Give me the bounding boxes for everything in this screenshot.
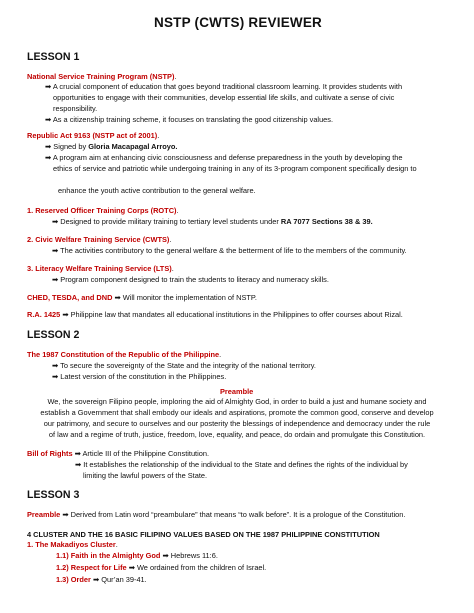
constitution-bullet-2-text: Latest version of the constitution in the Philippines. <box>60 372 227 381</box>
lts-heading <box>27 264 174 274</box>
nstp-bullet-1-text: A crucial component of education that goes beyond traditional classroom learning. It provides students with <box>52 82 403 91</box>
lesson-2-heading: LESSON 2 <box>27 329 80 341</box>
constitution-bullet-1-text: To secure the sovereignty of the State and the integrity of the national territory. <box>60 361 316 370</box>
arrow-icon: ➡ <box>114 293 121 302</box>
preamble-definition <box>27 510 405 520</box>
nstp-bullet-1-line-3: responsibility. <box>53 104 98 113</box>
arrow-icon: ➡ <box>52 372 59 381</box>
cwts-punct: . <box>169 235 172 244</box>
cwts-heading <box>27 235 171 245</box>
makadiyos-heading <box>27 540 118 550</box>
cwts-label: 2. Civic Welfare Training Service (CWTS) <box>27 235 170 244</box>
arrow-icon: ➡ <box>52 361 59 370</box>
cwts-text: The activities contributory to the general welfare & the betterment of life to the members of the community. <box>60 246 407 255</box>
bill-of-rights-bullet-line-1 <box>75 460 408 470</box>
nstp-heading <box>27 72 177 82</box>
arrow-icon: ➡ <box>52 217 59 226</box>
preamble-line-1: We, the sovereign Filipino people, imploring the aid of Almighty God, in order to build a just and humane society and <box>47 397 427 406</box>
ra9163-bullet-2-text: A program aim at enhancing civic consciousness and defense preparedness in the youth by developing the <box>52 153 403 162</box>
preamble-heading: Preamble <box>220 387 254 396</box>
constitution-bullet-1 <box>52 361 316 371</box>
lesson-3-heading: LESSON 3 <box>27 489 80 501</box>
value-item-3-label: 1.3) Order <box>56 575 91 584</box>
bill-of-rights-text: Article III of the Philippine Constitution. <box>82 449 210 458</box>
arrow-icon: ➡ <box>162 551 169 560</box>
ra9163-signed <box>45 142 177 152</box>
value-item-1 <box>56 551 218 561</box>
arrow-icon: ➡ <box>92 575 100 584</box>
lts-text: Program component designed to train the students to literacy and numeracy skills. <box>60 275 329 284</box>
constitution-label: The 1987 Constitution of the Republic of the Philippine <box>27 350 220 359</box>
ra9163-bullet-2-line-1 <box>45 153 403 163</box>
ched-line <box>27 293 257 303</box>
nstp-bullet-1-line-1 <box>45 82 402 92</box>
nstp-punct: . <box>174 72 177 81</box>
ched-text: Will monitor the implementation of NSTP. <box>122 293 257 302</box>
lts-label: 3. Literacy Welfare Training Service (LTS) <box>27 264 172 273</box>
makadiyos-label: 1. The Makadiyos Cluster <box>27 540 116 549</box>
nstp-bullet-2-text: As a citizenship training scheme, it focuses on translating the good citizenship values. <box>52 115 334 124</box>
cluster-heading: 4 CLUSTER AND THE 16 BASIC FILIPINO VALUES BASED ON THE 1987 PHILIPPINE CONSTITUTION <box>27 530 380 539</box>
preamble-line-4: of law and a regime of truth, justice, freedom, love, equality, and peace, do ordain and promulgate this Constitution. <box>48 430 426 439</box>
ra9163-heading <box>27 131 159 141</box>
makadiyos-punct: . <box>115 540 118 549</box>
rotc-heading <box>27 206 179 216</box>
preamble-line-3: our patrimony, and secure to ourselves and our posterity the blessings of independence and democracy under the rule <box>43 419 431 428</box>
nstp-label: National Service Training Program (NSTP) <box>27 72 175 81</box>
constitution-punct: . <box>219 350 222 359</box>
nstp-bullet-1-line-2: opportunities to engage with their communities, develop essential life skills, and cultivate a sense of civic <box>53 93 395 102</box>
arrow-icon: ➡ <box>74 449 81 458</box>
arrow-icon: ➡ <box>52 246 59 255</box>
ra9163-line-3: enhance the youth active contribution to the general welfare. <box>58 186 256 195</box>
bill-of-rights-bullet-text: It establishes the relationship of the individual to the State and defines the rights of the individual by <box>83 460 408 469</box>
document-title: NSTP (CWTS) REVIEWER <box>154 15 323 30</box>
bill-of-rights-bullet-line-2: limiting the lawful powers of the State. <box>83 471 208 480</box>
arrow-icon: ➡ <box>52 275 59 284</box>
value-item-3 <box>56 575 147 585</box>
ra1425-text: Philippine law that mandates all educational institutions in the Philippines to offer courses about Rizal. <box>70 310 403 319</box>
preamble-definition-label: Preamble <box>27 510 61 519</box>
arrow-icon: ➡ <box>62 510 69 519</box>
value-item-2-label: 1.2) Respect for Life <box>56 563 127 572</box>
ra9163-bullet-2-line-2: ethics of service and patriotic while undergoing training in any of its 3-program component specifically design to <box>53 164 417 173</box>
lesson-1-heading: LESSON 1 <box>27 51 80 63</box>
value-item-1-label: 1.1) Faith in the Almighty God <box>56 551 161 560</box>
ra9163-signed-prefix: Signed by <box>53 142 89 151</box>
value-item-1-text: Hebrews 11:6. <box>170 551 218 560</box>
rotc-description <box>52 217 373 227</box>
value-item-2 <box>56 563 266 573</box>
preamble-line-2: establish a Government that shall embody our ideals and aspirations, promote the common good, conserve and develop <box>40 408 434 417</box>
nstp-bullet-2 <box>45 115 333 125</box>
bill-of-rights-label: Bill of Rights <box>27 449 73 458</box>
ra9163-label: Republic Act 9163 (NSTP act of 2001) <box>27 131 158 140</box>
arrow-icon: ➡ <box>45 115 52 124</box>
value-item-2-text: We ordained from the children of Israel. <box>136 563 267 572</box>
arrow-icon: ➡ <box>45 82 52 91</box>
arrow-icon: ➡ <box>62 310 69 319</box>
ra9163-punct: . <box>157 131 160 140</box>
value-item-3-text: Qur’an 39-41. <box>101 575 147 584</box>
constitution-heading <box>27 350 221 360</box>
rotc-punct: . <box>176 206 179 215</box>
bill-of-rights-line <box>27 449 209 459</box>
constitution-bullet-2 <box>52 372 226 382</box>
rotc-text: Designed to provide military training to tertiary level students under <box>60 217 281 226</box>
lts-punct: . <box>171 264 174 273</box>
cwts-description <box>52 246 407 256</box>
arrow-icon: ➡ <box>128 563 135 572</box>
preamble-definition-text: Derived from Latin word “preambulare” that means “to walk before”. It is a prologue of the Constitution. <box>70 510 406 519</box>
rotc-label: 1. Reserved Officer Training Corps (ROTC) <box>27 206 177 215</box>
arrow-icon: ➡ <box>45 153 52 162</box>
ra9163-signed-name: Gloria Macapagal Arroyo. <box>88 142 178 151</box>
ched-label: CHED, TESDA, and DND <box>27 293 113 302</box>
ra1425-label: R.A. 1425 <box>27 310 61 319</box>
arrow-icon: ➡ <box>75 460 82 469</box>
arrow-icon: ➡ <box>45 142 52 151</box>
ra1425-line <box>27 310 403 320</box>
lts-description <box>52 275 329 285</box>
rotc-text-bold: RA 7077 Sections 38 & 39. <box>280 217 373 226</box>
